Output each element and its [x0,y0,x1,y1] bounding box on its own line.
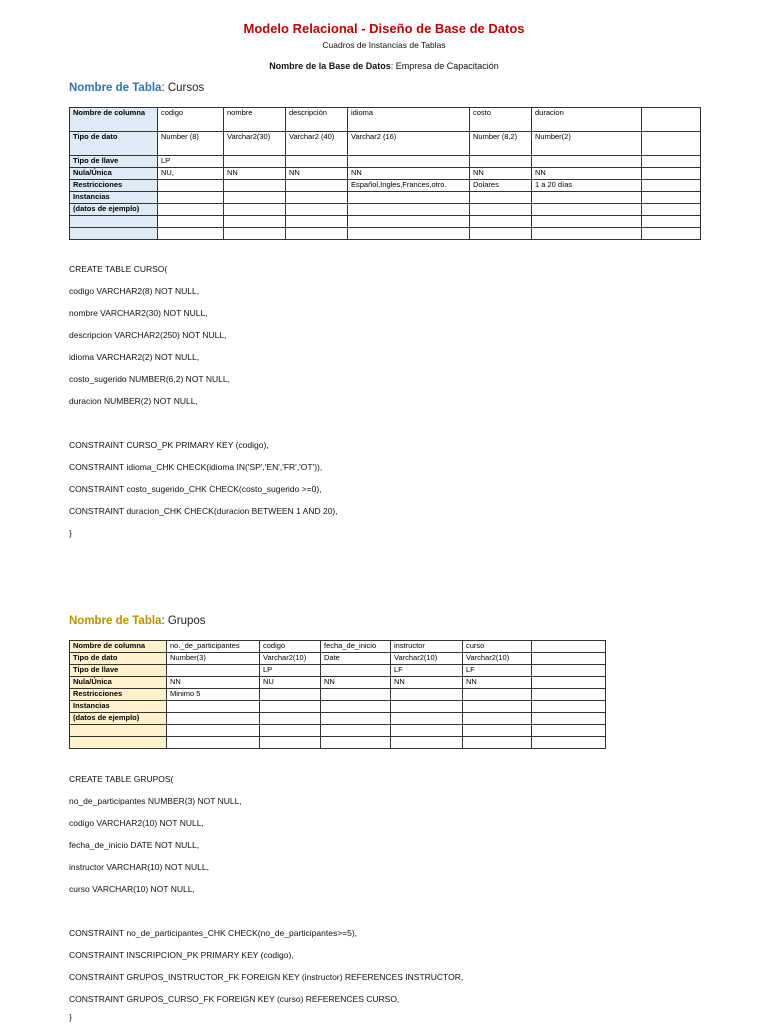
row-label-empty [70,737,167,749]
data-type-cell: Varchar2 (40) [286,132,348,156]
sql-line: CREATE TABLE CURSO( [69,264,168,274]
row-data-types [70,653,606,665]
row-column-names [70,641,606,653]
key-type-cell [167,665,260,677]
nullability-cell: NN [532,168,642,180]
nullability-cell: NN [167,677,260,689]
row-label: Tipo de llave [70,665,167,677]
data-type-cell: Number (8) [158,132,224,156]
nullability-cell: NU [260,677,321,689]
instance-cell [260,737,321,749]
nullability-cell: NN [321,677,391,689]
table-name-value: : Grupos [161,615,206,627]
row-label: Nula/Única [70,168,158,180]
restriction-cell [642,180,701,192]
instance-cell [286,228,348,240]
instance-cell [391,701,463,713]
instance-cell [463,737,532,749]
key-type-cell: LP [158,156,224,168]
instance-cell [391,725,463,737]
instance-cell [158,192,224,204]
data-type-cell: Varchar2(10) [391,653,463,665]
column-name-cell: codigo [158,108,224,132]
key-type-cell [532,665,606,677]
row-nullability [70,677,606,689]
instance-cell [642,228,701,240]
key-type-cell: LF [463,665,532,677]
key-type-cell [224,156,286,168]
page-subtitle: Cuadros de Instancias de Tablas [322,40,446,50]
column-name-cell: nombre [224,108,286,132]
instance-cell [391,713,463,725]
sql-line: no_de_participantes NUMBER(3) NOT NULL, [69,796,242,806]
sql-line: CONSTRAINT duracion_CHK CHECK(duracion BETWEEN 1 AND 20), [69,506,338,516]
instance-cell [391,737,463,749]
nullability-cell [642,168,701,180]
instance-cell [532,737,606,749]
instance-cell [348,228,470,240]
row-label: Tipo de dato [70,653,167,665]
restriction-cell [158,180,224,192]
restriction-cell: Español,Ingles,Frances,otro. [348,180,470,192]
restriction-cell [224,180,286,192]
row-nullability [70,168,701,180]
row-label: Nula/Única [70,677,167,689]
instance-cell [642,192,701,204]
table-name-label: Nombre de Tabla [69,615,162,627]
row-instances [70,204,701,216]
row-instances [70,701,606,713]
data-type-cell: Number (8,2) [470,132,532,156]
table-grupos-heading [69,615,206,627]
row-instances [70,228,701,240]
sql-line: CONSTRAINT GRUPOS_CURSO_FK FOREIGN KEY (curso) REFERENCES CURSO, [69,994,400,1004]
instance-cell [348,204,470,216]
column-name-cell: descripción [286,108,348,132]
row-label-empty [70,216,158,228]
sql-line: codigo VARCHAR2(8) NOT NULL, [69,286,200,296]
sql-line: descripcion VARCHAR2(250) NOT NULL, [69,330,227,340]
column-name-cell: duracion [532,108,642,132]
data-type-cell: Date [321,653,391,665]
sql-line: idioma VARCHAR2(2) NOT NULL, [69,352,200,362]
row-instances [70,216,701,228]
nullability-cell: NN [224,168,286,180]
instance-cell [286,216,348,228]
data-type-cell: Varchar2(30) [224,132,286,156]
key-type-cell [321,665,391,677]
row-instances [70,192,701,204]
row-label: (datos de ejemplo) [70,713,167,725]
instance-cell [167,713,260,725]
instance-cell [260,713,321,725]
key-type-cell [470,156,532,168]
data-type-cell: Varchar2 (16) [348,132,470,156]
column-name-cell [532,641,606,653]
instance-cell [321,701,391,713]
instance-cell [463,701,532,713]
sql-line: costo_sugerido NUMBER(6,2) NOT NULL, [69,374,230,384]
restriction-cell: 1 a 20 días [532,180,642,192]
instance-cell [532,713,606,725]
sql-line: CONSTRAINT CURSO_PK PRIMARY KEY (codigo), [69,440,269,450]
instance-cell [224,228,286,240]
sql-line: } [69,1012,72,1022]
column-name-cell: no._de_participantes [167,641,260,653]
table-name-label: Nombre de Tabla [69,82,162,94]
table-grupos [69,640,606,749]
instance-cell [286,192,348,204]
key-type-cell [532,156,642,168]
sql-line: fecha_de_inicio DATE NOT NULL, [69,840,200,850]
instance-cell [321,737,391,749]
data-type-cell: Varchar2(10) [463,653,532,665]
instance-cell [532,701,606,713]
key-type-cell: LF [391,665,463,677]
row-label: (datos de ejemplo) [70,204,158,216]
row-label: Instancias [70,701,167,713]
restriction-cell [260,689,321,701]
nullability-cell: NN [463,677,532,689]
table-cursos-heading [69,82,204,94]
nullability-cell: NN [470,168,532,180]
column-name-cell: fecha_de_inicio [321,641,391,653]
instance-cell [532,228,642,240]
instance-cell [470,204,532,216]
key-type-cell [348,156,470,168]
sql-line: CONSTRAINT GRUPOS_INSTRUCTOR_FK FOREIGN KEY (instructor) REFERENCES INSTRUCTOR, [69,972,464,982]
instance-cell [321,713,391,725]
restriction-cell [532,689,606,701]
column-name-cell: instructor [391,641,463,653]
instance-cell [642,216,701,228]
instance-cell [224,204,286,216]
row-label: Tipo de llave [70,156,158,168]
nullability-cell [532,677,606,689]
column-name-cell: codigo [260,641,321,653]
key-type-cell: LP [260,665,321,677]
instance-cell [167,737,260,749]
row-key-types [70,156,701,168]
column-name-cell: costo [470,108,532,132]
column-name-cell [642,108,701,132]
instance-cell [470,228,532,240]
restriction-cell: Dolares [470,180,532,192]
row-label: Nombre de columna [70,108,158,132]
page-title: Modelo Relacional - Diseño de Base de Datos [243,21,525,36]
row-restrictions [70,180,701,192]
instance-cell [470,216,532,228]
row-instances [70,725,606,737]
instance-cell [532,204,642,216]
sql-line: CONSTRAINT idioma_CHK CHECK(idioma IN('SP','EN','FR','OT')), [69,462,323,472]
instance-cell [532,192,642,204]
restriction-cell [391,689,463,701]
row-data-types [70,132,701,156]
sql-line: curso VARCHAR(10) NOT NULL, [69,884,195,894]
instance-cell [348,216,470,228]
instance-cell [286,204,348,216]
restriction-cell [463,689,532,701]
row-restrictions [70,689,606,701]
row-column-names [70,108,701,132]
sql-line: codigo VARCHAR2(10) NOT NULL, [69,818,204,828]
column-name-cell: idioma [348,108,470,132]
instance-cell [463,725,532,737]
row-label: Tipo de dato [70,132,158,156]
data-type-cell: Number(2) [532,132,642,156]
nullability-cell: NN [286,168,348,180]
instance-cell [321,725,391,737]
instance-cell [224,216,286,228]
row-key-types [70,665,606,677]
table-name-value: : Cursos [161,82,205,94]
data-type-cell [642,132,701,156]
sql-line: CONSTRAINT no_de_participantes_CHK CHECK(no_de_participantes>=5), [69,928,358,938]
instance-cell [642,204,701,216]
sql-line: CREATE TABLE GRUPOS( [69,774,174,784]
instance-cell [260,725,321,737]
sql-line: CONSTRAINT costo_sugerido_CHK CHECK(costo_sugerido >=0), [69,484,322,494]
row-label-empty [70,228,158,240]
row-label-empty [70,725,167,737]
column-name-cell: curso [463,641,532,653]
database-name-value: : Empresa de Capacitación [390,61,499,71]
row-label: Nombre de columna [70,641,167,653]
sql-line: } [69,528,72,538]
instance-cell [260,701,321,713]
instance-cell [532,216,642,228]
data-type-cell: Varchar2(10) [260,653,321,665]
database-name [0,61,768,71]
instance-cell [348,192,470,204]
sql-line: CONSTRAINT INSCRIPCION_PK PRIMARY KEY (codigo), [69,950,294,960]
row-label: Restricciones [70,180,158,192]
instance-cell [470,192,532,204]
nullability-cell: NN [391,677,463,689]
instance-cell [532,725,606,737]
key-type-cell [642,156,701,168]
instance-cell [158,228,224,240]
nullability-cell: NN [348,168,470,180]
instance-cell [224,192,286,204]
key-type-cell [286,156,348,168]
instance-cell [167,725,260,737]
sql-line: instructor VARCHAR(10) NOT NULL, [69,862,209,872]
restriction-cell [286,180,348,192]
row-label: Instancias [70,192,158,204]
row-instances [70,737,606,749]
instance-cell [167,701,260,713]
instance-cell [463,713,532,725]
data-type-cell: Number(3) [167,653,260,665]
instance-cell [158,204,224,216]
row-instances [70,713,606,725]
table-cursos [69,107,701,240]
restriction-cell [321,689,391,701]
sql-line: duracion NUMBER(2) NOT NULL, [69,396,198,406]
sql-line: nombre VARCHAR2(30) NOT NULL, [69,308,208,318]
row-label: Restricciones [70,689,167,701]
nullability-cell: NU, [158,168,224,180]
restriction-cell: Minimo 5 [167,689,260,701]
data-type-cell [532,653,606,665]
database-name-label: Nombre de la Base de Datos [269,61,391,71]
instance-cell [158,216,224,228]
